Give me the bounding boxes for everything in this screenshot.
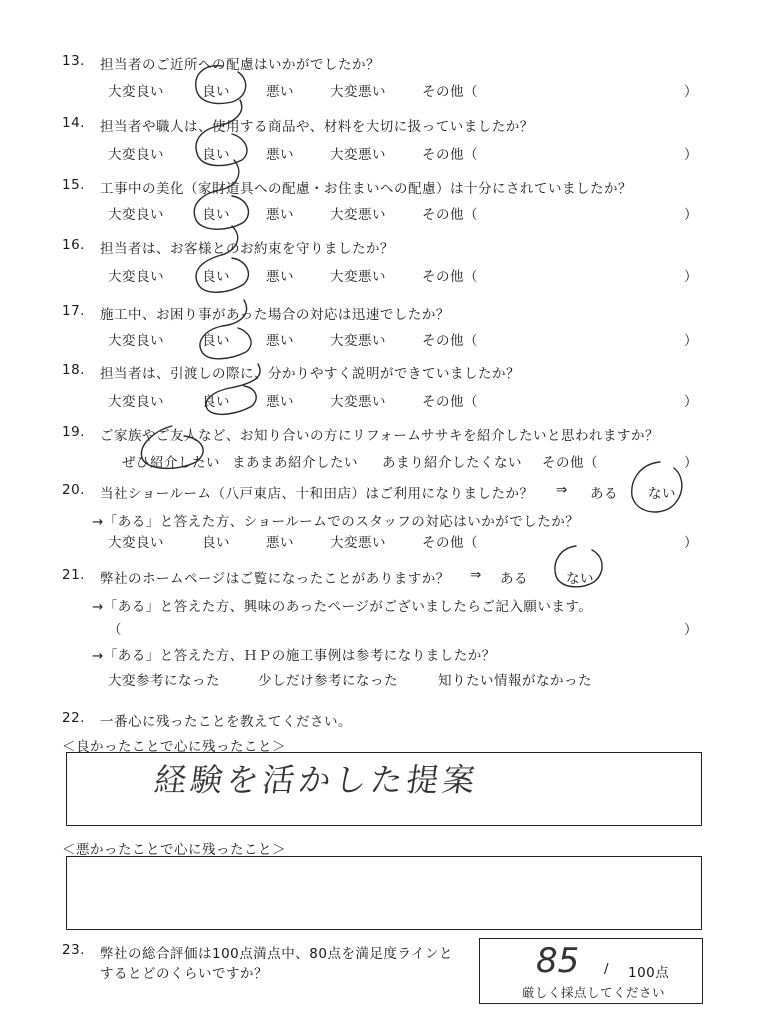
arrow-icon: ⇒ — [556, 482, 568, 498]
other-close-paren: ） — [684, 333, 698, 349]
question-number: 15. — [62, 177, 85, 193]
option-bad[interactable]: 悪い — [266, 535, 294, 551]
option-very-bad[interactable]: 大変悪い — [330, 394, 386, 410]
other-close-paren: ） — [684, 269, 698, 285]
option-other[interactable]: その他（ — [422, 84, 478, 100]
option-good[interactable]: 良い — [202, 394, 230, 410]
option-good[interactable]: 良い — [202, 147, 230, 163]
question-text: 一番心に残ったことを教えてください。 — [100, 714, 352, 730]
question-number: 23. — [62, 942, 85, 958]
question-number: 20. — [62, 482, 85, 498]
question-number: 22. — [62, 710, 85, 726]
sub-question-pages: →「ある」と答えた方、興味のあったページがございましたらご記入願います。 — [92, 599, 593, 615]
question-text: 担当者や職人は、使用する商品や、材料を大切に扱っていましたか？ — [100, 119, 534, 135]
option-not-really-recommend[interactable]: あまり紹介したくない — [382, 455, 522, 471]
option-no[interactable]: ない — [566, 571, 594, 587]
sub-question: →「ある」と答えた方、ショールームでのスタッフの対応はいかがでしたか？ — [92, 514, 580, 530]
option-somewhat-recommend[interactable]: まあまあ紹介したい — [232, 455, 358, 471]
score-note: 厳しく採点してください — [522, 985, 666, 1000]
score-box[interactable] — [479, 938, 703, 1004]
other-close-paren: ） — [684, 84, 698, 100]
free-text-close-paren: ） — [684, 622, 698, 638]
option-definitely-recommend[interactable]: ぜひ紹介したい — [122, 455, 220, 471]
option-bad[interactable]: 悪い — [266, 207, 294, 223]
option-very-good[interactable]: 大変良い — [108, 84, 164, 100]
other-close-paren: ） — [684, 535, 698, 551]
option-other[interactable]: その他（ — [422, 394, 478, 410]
question-text: 担当者のご近所への配慮はいかがでしたか？ — [100, 57, 380, 73]
option-very-bad[interactable]: 大変悪い — [330, 147, 386, 163]
option-very-helpful[interactable]: 大変参考になった — [108, 673, 220, 689]
question-text-line1: 弊社の総合評価は100点満点中、80点を満足度ラインと — [100, 946, 454, 962]
option-yes[interactable]: ある — [590, 486, 618, 502]
arrow-icon: ⇒ — [470, 567, 482, 583]
option-other[interactable]: その他（ — [422, 535, 478, 551]
question-text: ご家族やご友人など、お知り合いの方にリフォームササキを紹介したいと思われますか？ — [100, 428, 660, 444]
question-number: 14. — [62, 115, 85, 131]
option-very-good[interactable]: 大変良い — [108, 147, 164, 163]
good-memory-box[interactable] — [66, 752, 702, 826]
option-very-bad[interactable]: 大変悪い — [330, 269, 386, 285]
question-number: 19. — [62, 424, 85, 440]
question-text: 当社ショールーム（八戸東店、十和田店）はご利用になりましたか？ — [100, 486, 534, 502]
sub-question-examples: →「ある」と答えた方、ＨＰの施工事例は参考になりましたか？ — [92, 648, 496, 664]
option-good[interactable]: 良い — [202, 207, 230, 223]
good-memory-label: ＜良かったことで心に残ったこと＞ — [62, 739, 286, 755]
option-bad[interactable]: 悪い — [266, 84, 294, 100]
option-very-bad[interactable]: 大変悪い — [330, 333, 386, 349]
question-number: 13. — [62, 53, 85, 69]
good-memory-answer: 経験を活かした提案 — [152, 761, 482, 799]
option-bad[interactable]: 悪い — [266, 269, 294, 285]
question-text: 工事中の美化（家財道具への配慮・お住まいへの配慮）は十分にされていましたか？ — [100, 181, 632, 197]
option-no[interactable]: ない — [648, 486, 676, 502]
bad-memory-label: ＜悪かったことで心に残ったこと＞ — [62, 842, 286, 858]
option-bad[interactable]: 悪い — [266, 394, 294, 410]
question-number: 21. — [62, 567, 85, 583]
option-bad[interactable]: 悪い — [266, 147, 294, 163]
option-good[interactable]: 良い — [202, 333, 230, 349]
option-very-bad[interactable]: 大変悪い — [330, 535, 386, 551]
option-bad[interactable]: 悪い — [266, 333, 294, 349]
option-other[interactable]: その他（ — [422, 333, 478, 349]
option-good[interactable]: 良い — [202, 535, 230, 551]
option-other[interactable]: その他（ — [422, 269, 478, 285]
option-very-bad[interactable]: 大変悪い — [330, 207, 386, 223]
score-max: 100点 — [628, 965, 670, 981]
question-text: 担当者は、お客様とのお約束を守りましたか？ — [100, 241, 394, 257]
option-slightly-helpful[interactable]: 少しだけ参考になった — [258, 673, 398, 689]
option-very-good[interactable]: 大変良い — [108, 333, 164, 349]
free-text-open-paren: （ — [108, 622, 122, 638]
option-very-good[interactable]: 大変良い — [108, 535, 164, 551]
option-other[interactable]: その他（ — [422, 147, 478, 163]
question-text: 弊社のホームページはご覧になったことがありますか？ — [100, 571, 450, 587]
option-other[interactable]: その他（ — [542, 455, 598, 471]
other-close-paren: ） — [684, 147, 698, 163]
other-close-paren: ） — [684, 394, 698, 410]
other-close-paren: ） — [684, 455, 698, 471]
option-yes[interactable]: ある — [500, 571, 528, 587]
bad-memory-box[interactable] — [66, 856, 702, 930]
option-no-info-wanted[interactable]: 知りたい情報がなかった — [438, 673, 592, 689]
question-text-line2: するとどのくらいですか？ — [100, 966, 268, 982]
other-close-paren: ） — [684, 207, 698, 223]
score-slash: / — [604, 961, 610, 977]
option-other[interactable]: その他（ — [422, 207, 478, 223]
option-very-bad[interactable]: 大変悪い — [330, 84, 386, 100]
option-very-good[interactable]: 大変良い — [108, 269, 164, 285]
question-number: 18. — [62, 362, 85, 378]
question-number: 17. — [62, 303, 85, 319]
question-text: 施工中、お困り事があった場合の対応は迅速でしたか？ — [100, 307, 450, 323]
score-answer: 85 — [536, 941, 580, 981]
option-very-good[interactable]: 大変良い — [108, 207, 164, 223]
option-good[interactable]: 良い — [202, 84, 230, 100]
option-good[interactable]: 良い — [202, 269, 230, 285]
question-number: 16. — [62, 237, 85, 253]
option-very-good[interactable]: 大変良い — [108, 394, 164, 410]
question-text: 担当者は、引渡しの際に、分かりやすく説明ができていましたか？ — [100, 366, 520, 382]
